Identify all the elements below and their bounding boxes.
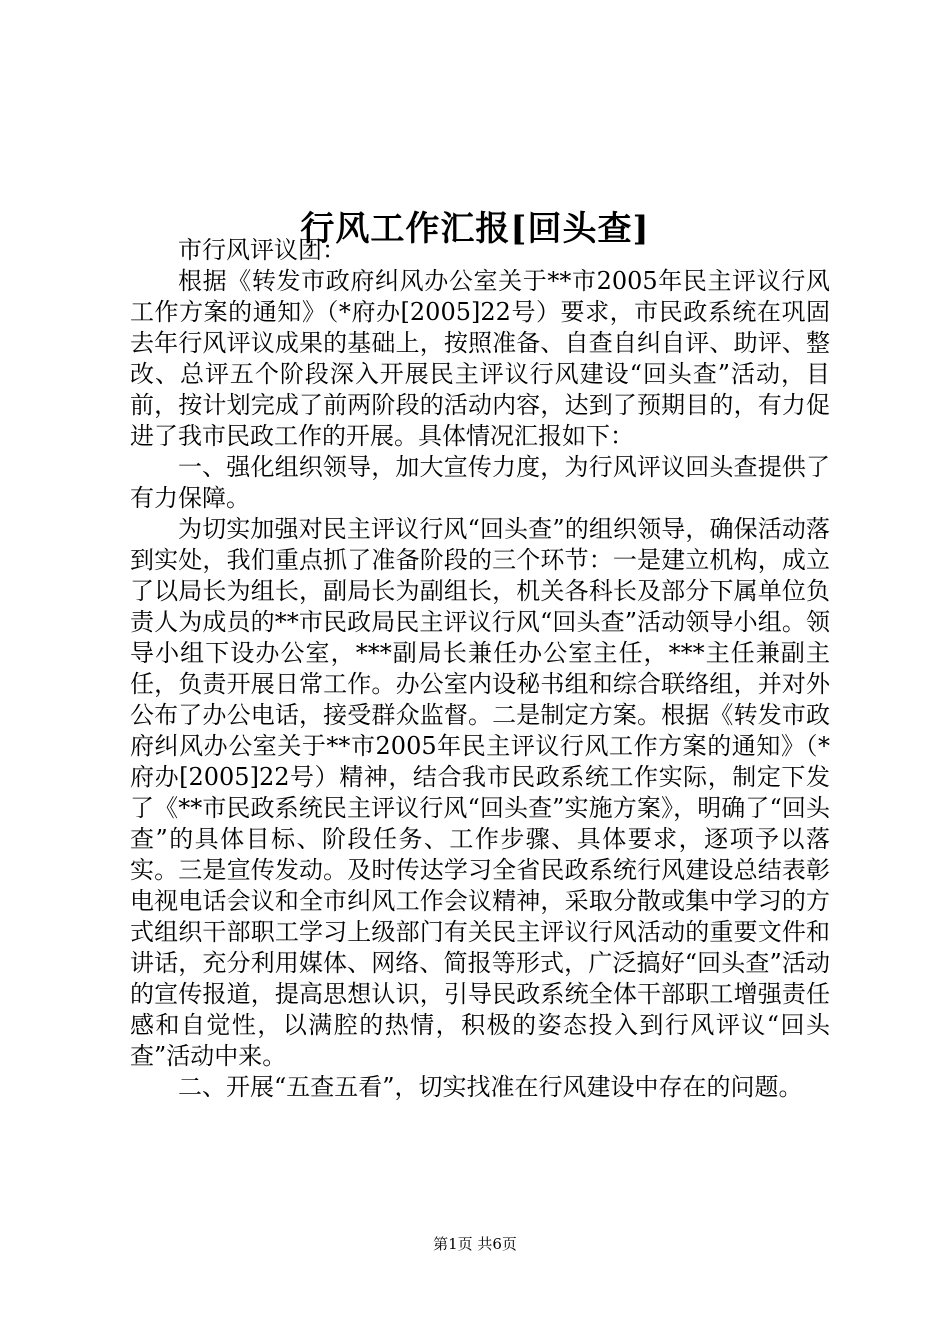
intro-paragraph: 根据《转发市政府纠风办公室关于**市2005年民主评议行风工作方案的通知》（*府办[2005]22号）要求，市民政系统在巩固去年行风评议成果的基础上，按照准备、自查自纠自评、助评、整改、总评五个阶段深入开展民主评议行风建设“回头查”活动，目前，按计划完成了前两阶段的活动内容，达到了预期目的，有力促进了我市民政工作的开展。具体情况汇报如下： <box>130 267 830 450</box>
document-title: 行风工作汇报[回头查] <box>300 208 650 249</box>
page-footer: 第1页 共6页 <box>433 1235 517 1253</box>
section-heading-1: 一、强化组织领导，加大宣传力度，为行风评议回头查提供了有力保障。 <box>130 453 830 512</box>
section-1-body-paragraph: 为切实加强对民主评议行风“回头查”的组织领导，确保活动落到实处，我们重点抓了准备阶段的三个环节：一是建立机构，成立了以局长为组长，副局长为副组长，机关各科长及部分下属单位负责人为成员的**市民政局民主评议行风“回头查”活动领导小组。领导小组下设办公室，***副局长兼任办公室主任，***主任兼副主任，负责开展日常工作。办公室内设秘书组和综合联络组，并对外公布了办公电话，接受群众监督。二是制定方案。根据《转发市政府纠风办公室关于**市2005年民主评议行风工作方案的通知》（*府办[2005]22号）精神，结合我市民政系统工作实际，制定下发了《**市民政系统民主评议行风“回头查”实施方案》，明确了“回头查”的具体目标、阶段任务、工作步骤、具体要求，逐项予以落实。三是宣传发动。及时传达学习全省民政系统行风建设总结表彰电视电话会议和全市纠风工作会议精神，采取分散或集中学习的方式组织干部职工学习上级部门有关民主评议行风活动的重要文件和讲话，充分利用媒体、网络、简报等形式，广泛搞好“回头查”活动的宣传报道，提高思想认识，引导民政系统全体干部职工增强责任感和自觉性，以满腔的热情，积极的姿态投入到行风评议“回头查”活动中来。 <box>130 515 830 1070</box>
section-heading-2: 二、开展“五查五看”，切实找准在行风建设中存在的问题。 <box>178 1073 803 1101</box>
document-body <box>130 235 830 1103</box>
salutation-paragraph: 市行风评议团： <box>178 236 346 264</box>
